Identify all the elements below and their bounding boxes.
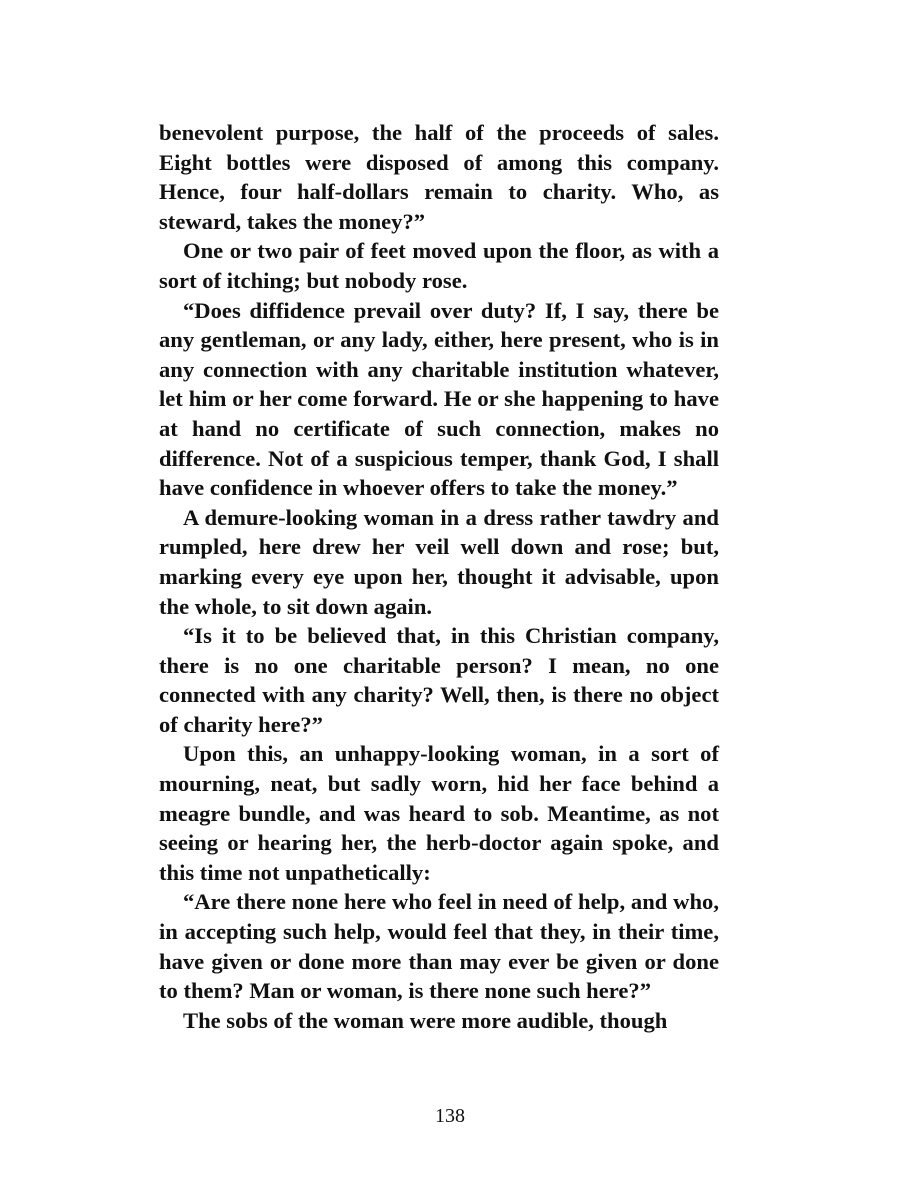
paragraph: “Does diffidence prevail over duty? If, I say, there be any gentleman, or any lady, either, here present, who is in any connection with any charitable institution whatever, let him or her come forward. He or she happening to have at hand no certificate of such connection, makes no difference. Not of a suspicious temper, thank God, I shall have confidence in whoever offers to take the money.” — [159, 297, 719, 501]
body-text — [159, 118, 719, 1035]
paragraph: One or two pair of feet moved upon the floor, as with a sort of itching; but nobody rose. — [159, 238, 719, 293]
paragraph: “Is it to be believed that, in this Christian company, there is no one charitable person? I mean, no one connected with any charity? Well, then, is there no object of charity here?” — [159, 623, 719, 737]
paragraph: “Are there none here who feel in need of help, and who, in accepting such help, would feel that they, in their time, have given or done more than may ever be given or done to them? Man or woman, is there none such here?” — [159, 889, 719, 1004]
paragraph-continuation: benevolent purpose, the half of the proceeds of sales. Eight bottles were disposed of among this company. Hence, four half-dollars remain to charity. Who, as steward, takes the money?” — [159, 120, 719, 234]
paragraph-final: The sobs of the woman were more audible, though — [183, 1007, 668, 1033]
page-number: 138 — [435, 1105, 465, 1127]
paragraph: A demure-looking woman in a dress rather tawdry and rumpled, here drew her veil well down and rose; but, marking every eye upon her, thought it advisable, upon the whole, to sit down again. — [159, 504, 719, 619]
paragraph: Upon this, an unhappy-looking woman, in a sort of mourning, neat, but sadly worn, hid her face behind a meagre bundle, and was heard to sob. Meantime, as not seeing or hearing her, the herb-doctor again spoke, and this time not unpathetically: — [159, 741, 719, 885]
